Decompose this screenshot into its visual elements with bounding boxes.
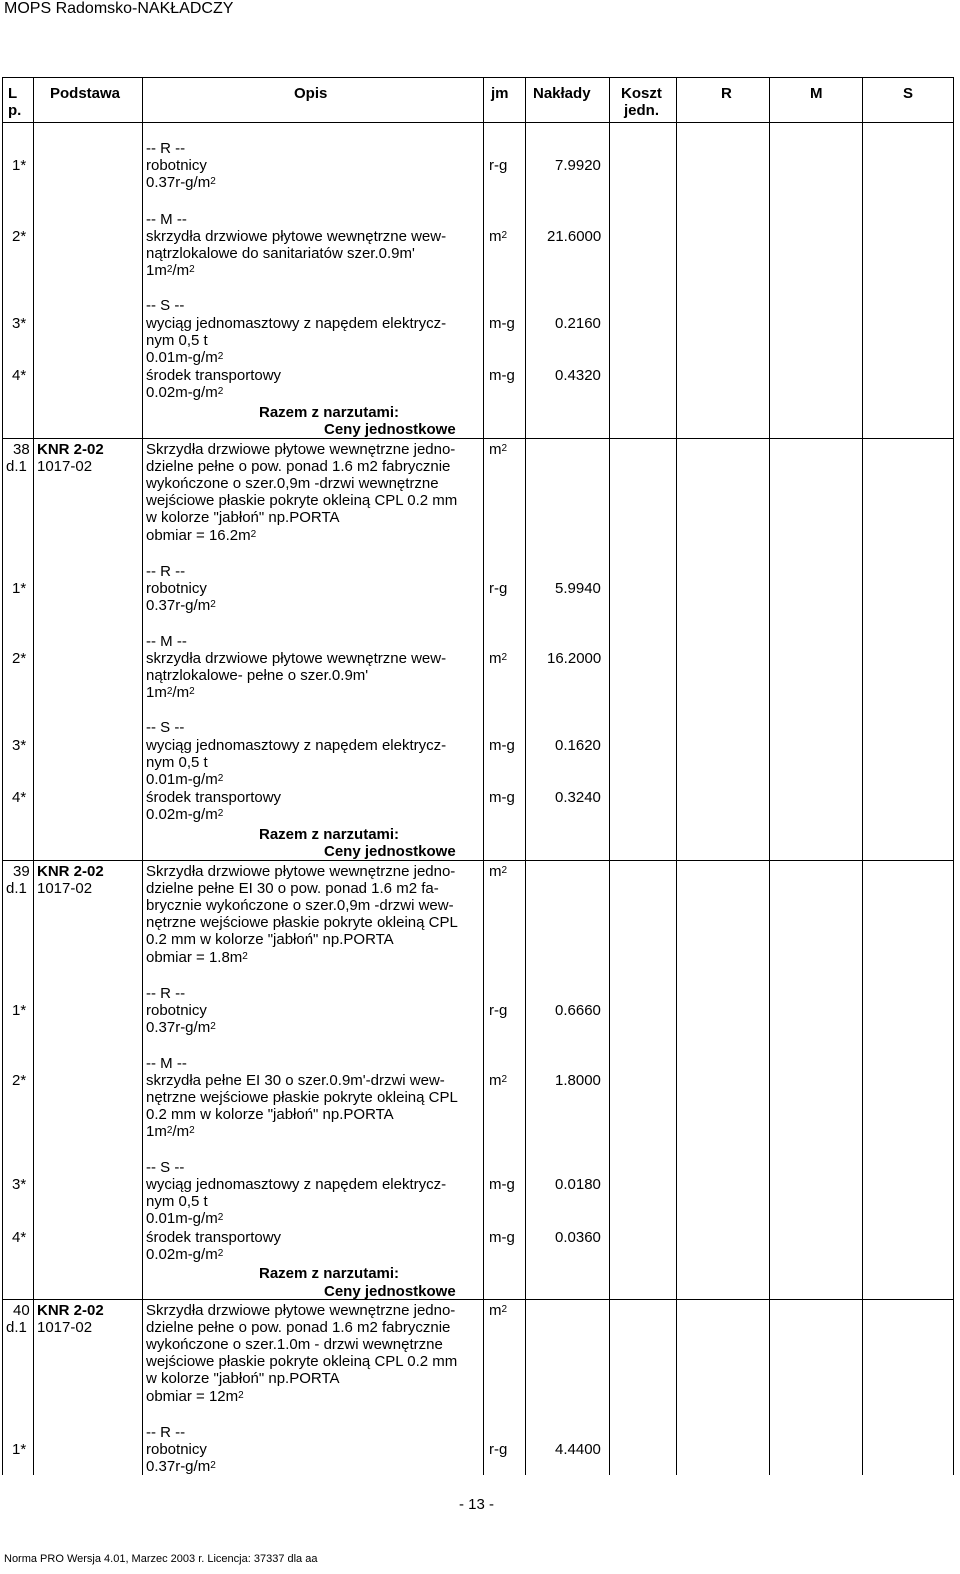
col-divider-naklady bbox=[525, 77, 526, 1475]
header-lp-1: L bbox=[8, 85, 18, 102]
position-description: dzielne pełne EI 30 o pow. ponad 1.6 m2 fa- bbox=[146, 880, 439, 897]
item-number: 2* bbox=[12, 1072, 27, 1089]
resource-name: nętrzne wejściowe płaskie pokryte okleiną CPL bbox=[146, 1089, 458, 1106]
item-number: 4* bbox=[12, 367, 27, 384]
position-suffix: d.1 bbox=[6, 880, 27, 897]
obmiar: obmiar = $12m^2$ bbox=[146, 1388, 244, 1405]
unit: $m^2$ bbox=[489, 228, 508, 245]
page-number: - 13 - bbox=[459, 1496, 495, 1513]
position-description: wykończone o szer.0,9m -drzwi wewnętrzne bbox=[146, 475, 439, 492]
quantity: 4.4400 bbox=[555, 1441, 601, 1458]
unit: m-g bbox=[489, 789, 515, 806]
position-description: nętrzne wejściowe płaskie pokryte okleiną CPL bbox=[146, 914, 458, 931]
unit: $m^2$ bbox=[489, 863, 508, 880]
item-number: 1* bbox=[12, 580, 27, 597]
resource-rate: $1m^2/m^2$ bbox=[146, 684, 195, 701]
quantity: 1.8000 bbox=[555, 1072, 601, 1089]
unit: r-g bbox=[489, 580, 508, 597]
table-header-bottom-border bbox=[2, 122, 954, 123]
quantity: 0.6660 bbox=[555, 1002, 601, 1019]
item-number: 4* bbox=[12, 789, 27, 806]
section-label-r: -- R -- bbox=[146, 985, 186, 1002]
resource-rate: $0.02m-g/m^2$ bbox=[146, 384, 224, 401]
col-divider-opis bbox=[142, 77, 143, 1475]
quantity: 5.9940 bbox=[555, 580, 601, 597]
unit: m-g bbox=[489, 315, 515, 332]
resource-rate: $1m^2/m^2$ bbox=[146, 262, 195, 279]
unit: $m^2$ bbox=[489, 441, 508, 458]
unit: $m^2$ bbox=[489, 650, 508, 667]
knr-code: KNR 2-02 bbox=[37, 1302, 104, 1319]
resource-rate: $0.37r-g/m^2$ bbox=[146, 1019, 216, 1036]
header-s: S bbox=[903, 85, 914, 102]
unit: r-g bbox=[489, 1002, 508, 1019]
resource-name: skrzydła pełne EI 30 o szer.0.9m'-drzwi wew- bbox=[146, 1072, 445, 1089]
resource-rate: $0.01m-g/m^2$ bbox=[146, 349, 224, 366]
resource-name: skrzydła drzwiowe płytowe wewnętrzne wew- bbox=[146, 228, 447, 245]
resource-rate: $1m^2/m^2$ bbox=[146, 1123, 195, 1140]
item-number: 1* bbox=[12, 1002, 27, 1019]
unit: m-g bbox=[489, 737, 515, 754]
position-description: wykończone o szer.1.0m - drzwi wewnętrzne bbox=[146, 1336, 443, 1353]
position-description: 0.2 mm w kolorze "jabłoń" np.PORTA bbox=[146, 931, 394, 948]
col-divider-r bbox=[676, 77, 677, 1475]
resource-rate: $0.02m-g/m^2$ bbox=[146, 1246, 224, 1263]
resource-name: skrzydła drzwiowe płytowe wewnętrzne wew- bbox=[146, 650, 447, 667]
quantity: 7.9920 bbox=[555, 157, 601, 174]
resource-rate: $0.37r-g/m^2$ bbox=[146, 174, 216, 191]
resource-rate: $0.02m-g/m^2$ bbox=[146, 806, 224, 823]
resource-rate: $0.37r-g/m^2$ bbox=[146, 597, 216, 614]
item-number: 1* bbox=[12, 157, 27, 174]
section-label-r: -- R -- bbox=[146, 563, 186, 580]
section-label-m: -- M -- bbox=[146, 211, 187, 228]
col-divider-koszt bbox=[609, 77, 610, 1475]
knr-code: KNR 2-02 bbox=[37, 863, 104, 880]
ceny-label: Ceny jednostkowe bbox=[324, 843, 456, 860]
resource-name: wyciąg jednomasztowy z napędem elektrycz- bbox=[146, 737, 447, 754]
position-description: dzielne pełne o pow. ponad 1.6 m2 fabrycznie bbox=[146, 458, 451, 475]
item-number: 2* bbox=[12, 228, 27, 245]
resource-name: środek transportowy bbox=[146, 367, 282, 384]
unit: $m^2$ bbox=[489, 1072, 508, 1089]
header-jm: jm bbox=[491, 85, 509, 102]
row-separator bbox=[2, 1299, 954, 1300]
header-m: M bbox=[810, 85, 823, 102]
resource-name: robotnicy bbox=[146, 157, 207, 174]
software-footer: Norma PRO Wersja 4.01, Marzec 2003 r. Licencja: 37337 dla aa bbox=[4, 1553, 318, 1565]
item-number: 2* bbox=[12, 650, 27, 667]
unit: $m^2$ bbox=[489, 1302, 508, 1319]
quantity: 0.0180 bbox=[555, 1176, 601, 1193]
quantity: 16.2000 bbox=[547, 650, 602, 667]
position-description: Skrzydła drzwiowe płytowe wewnętrzne jedno- bbox=[146, 1302, 456, 1319]
ceny-label: Ceny jednostkowe bbox=[324, 421, 456, 438]
header-podstawa: Podstawa bbox=[50, 85, 121, 102]
header-r: R bbox=[721, 85, 732, 102]
resource-name: robotnicy bbox=[146, 580, 207, 597]
position-number: 40 bbox=[13, 1302, 30, 1319]
resource-name: nym 0,5 t bbox=[146, 1193, 208, 1210]
header-opis: Opis bbox=[294, 85, 328, 102]
section-label-m: -- M -- bbox=[146, 1055, 187, 1072]
position-description: Skrzydła drzwiowe płytowe wewnętrzne jedno- bbox=[146, 441, 456, 458]
resource-name: nątrzlokalowe do sanitariatów szer.0.9m' bbox=[146, 245, 415, 262]
razem-label: Razem z narzutami: bbox=[259, 826, 400, 843]
section-label-r: -- R -- bbox=[146, 140, 186, 157]
position-description: brycznie wykończone o szer.0,9m -drzwi wew- bbox=[146, 897, 454, 914]
resource-name: wyciąg jednomasztowy z napędem elektrycz- bbox=[146, 1176, 447, 1193]
position-suffix: d.1 bbox=[6, 458, 27, 475]
section-label-s: -- S -- bbox=[146, 297, 185, 314]
quantity: 21.6000 bbox=[547, 228, 602, 245]
position-number: 38 bbox=[13, 441, 30, 458]
position-description: Skrzydła drzwiowe płytowe wewnętrzne jedno- bbox=[146, 863, 456, 880]
obmiar: obmiar = $16.2m^2$ bbox=[146, 527, 257, 544]
item-number: 3* bbox=[12, 1176, 27, 1193]
unit: r-g bbox=[489, 1441, 508, 1458]
position-description: wejściowe płaskie pokryte okleiną CPL 0.2 mm bbox=[146, 1353, 458, 1370]
item-number: 4* bbox=[12, 1229, 27, 1246]
resource-name: środek transportowy bbox=[146, 1229, 282, 1246]
page-title: MOPS Radomsko-NAKŁADCZY bbox=[4, 0, 234, 17]
item-number: 3* bbox=[12, 737, 27, 754]
unit: m-g bbox=[489, 1176, 515, 1193]
header-naklady: Nakłady bbox=[533, 85, 591, 102]
quantity: 0.0360 bbox=[555, 1229, 601, 1246]
razem-label: Razem z narzutami: bbox=[259, 404, 400, 421]
resource-name: wyciąg jednomasztowy z napędem elektrycz- bbox=[146, 315, 447, 332]
resource-name: nym 0,5 t bbox=[146, 332, 208, 349]
position-number: 39 bbox=[13, 863, 30, 880]
unit: m-g bbox=[489, 367, 515, 384]
resource-name: nym 0,5 t bbox=[146, 754, 208, 771]
row-separator bbox=[2, 860, 954, 861]
col-divider-lp bbox=[2, 77, 3, 1475]
position-description: w kolorze "jabłoń" np.PORTA bbox=[146, 509, 340, 526]
resource-name: 0.2 mm w kolorze "jabłoń" np.PORTA bbox=[146, 1106, 394, 1123]
quantity: 0.2160 bbox=[555, 315, 601, 332]
section-label-s: -- S -- bbox=[146, 1159, 185, 1176]
knr-number: 1017-02 bbox=[37, 880, 93, 897]
col-divider-s bbox=[862, 77, 863, 1475]
position-suffix: d.1 bbox=[6, 1319, 27, 1336]
position-description: wejściowe płaskie pokryte okleiną CPL 0.2 mm bbox=[146, 492, 458, 509]
position-description: dzielne pełne o pow. ponad 1.6 m2 fabrycznie bbox=[146, 1319, 451, 1336]
resource-rate: $0.37r-g/m^2$ bbox=[146, 1458, 216, 1475]
knr-number: 1017-02 bbox=[37, 458, 93, 475]
resource-name: robotnicy bbox=[146, 1441, 207, 1458]
knr-code: KNR 2-02 bbox=[37, 441, 104, 458]
col-divider-m bbox=[769, 77, 770, 1475]
table-top-border bbox=[2, 77, 954, 78]
header-lp-2: p. bbox=[8, 102, 22, 119]
section-label-m: -- M -- bbox=[146, 633, 187, 650]
ceny-label: Ceny jednostkowe bbox=[324, 1283, 456, 1300]
item-number: 1* bbox=[12, 1441, 27, 1458]
quantity: 0.3240 bbox=[555, 789, 601, 806]
resource-name: środek transportowy bbox=[146, 789, 282, 806]
resource-name: nątrzlokalowe- pełne o szer.0.9m' bbox=[146, 667, 369, 684]
resource-name: robotnicy bbox=[146, 1002, 207, 1019]
quantity: 0.1620 bbox=[555, 737, 601, 754]
section-label-s: -- S -- bbox=[146, 719, 185, 736]
col-divider-podstawa bbox=[33, 77, 34, 1475]
col-divider-jm bbox=[483, 77, 484, 1475]
row-separator bbox=[2, 438, 954, 439]
resource-rate: $0.01m-g/m^2$ bbox=[146, 771, 224, 788]
unit: m-g bbox=[489, 1229, 515, 1246]
resource-rate: $0.01m-g/m^2$ bbox=[146, 1210, 224, 1227]
unit: r-g bbox=[489, 157, 508, 174]
razem-label: Razem z narzutami: bbox=[259, 1265, 400, 1282]
obmiar: obmiar = $1.8m^2$ bbox=[146, 949, 248, 966]
col-divider-right bbox=[953, 77, 954, 1475]
header-koszt-2: jedn. bbox=[624, 102, 660, 119]
position-description: w kolorze "jabłoń" np.PORTA bbox=[146, 1370, 340, 1387]
header-koszt-1: Koszt bbox=[621, 85, 662, 102]
quantity: 0.4320 bbox=[555, 367, 601, 384]
knr-number: 1017-02 bbox=[37, 1319, 93, 1336]
item-number: 3* bbox=[12, 315, 27, 332]
section-label-r: -- R -- bbox=[146, 1424, 186, 1441]
